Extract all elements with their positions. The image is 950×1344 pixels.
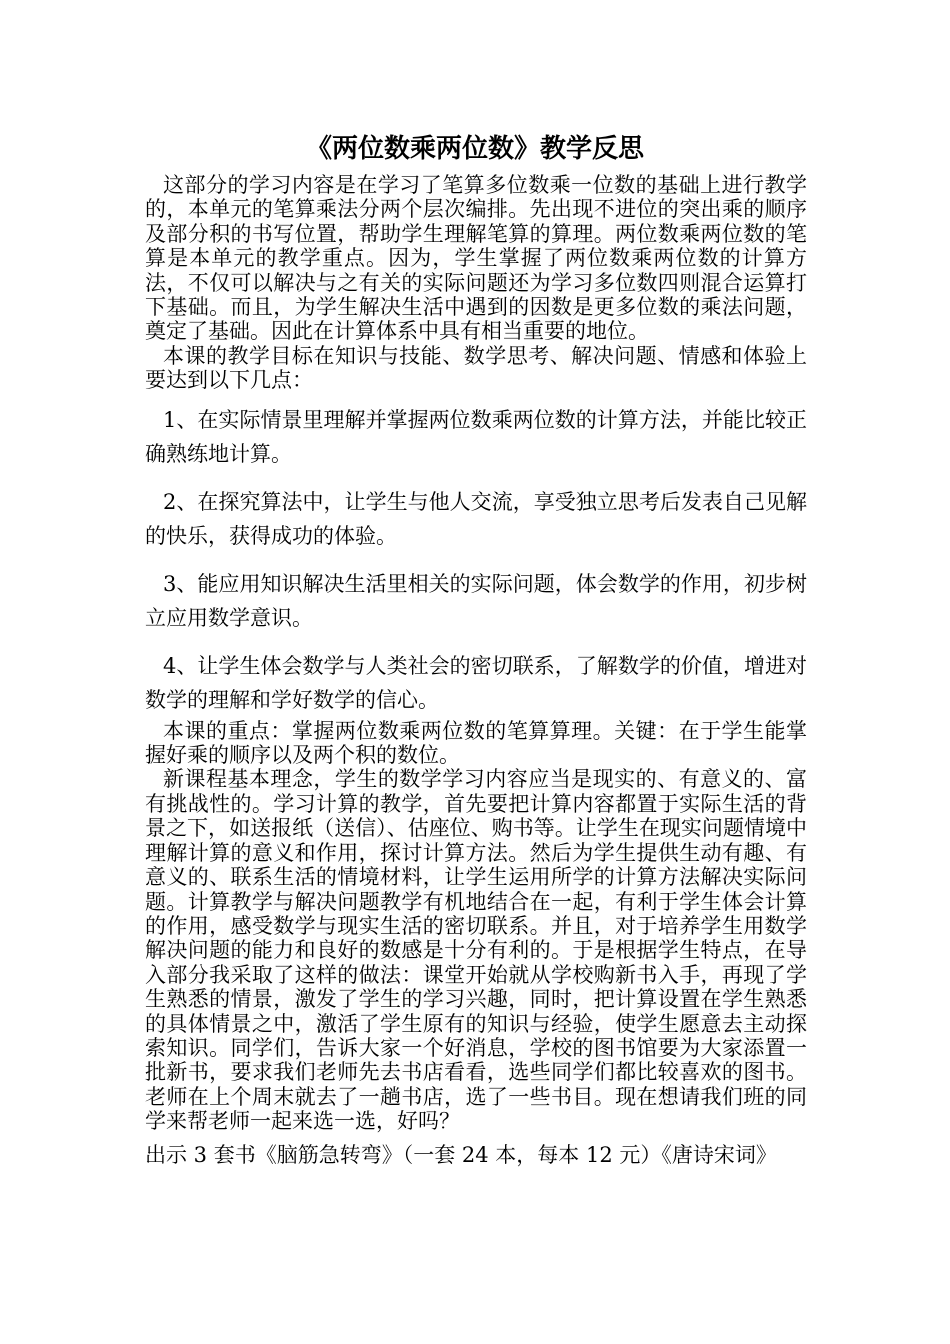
paragraph-objective-4: 4、让学生体会数学与人类社会的密切联系，了解数学的价值，增进对数学的理解和学好数学的信心。 <box>145 653 807 712</box>
paragraph-curriculum-philosophy: 新课程基本理念，学生的数学学习内容应当是现实的、有意义的、富有挑战性的。学习计算的教学，首先要把计算内容都置于实际生活的背景之下，如送报纸（送信）、估座位、购书等。让学生在现实问题情境中理解计算的意义和作用，探讨计算方法。然后为学生提供生动有趣、有意义的、联系生活的情境材料，让学生运用所学的计算方法解决实际问题。计算教学与解决问题教学有机地结合在一起，有利于学生体会计算的作用，感受数学与现实生活的密切联系。并且，对于培养学生用数学解决问题的能力和良好的数感是十分有利的。于是根据学生特点，在导入部分我采取了这样的做法：课堂开始就从学校购新书入手，再现了学生熟悉的情景，激发了学生的学习兴趣，同时，把计算设置在学生熟悉的具体情景之中，激活了学生原有的知识与经验，使学生愿意去主动探索知识。同学们，告诉大家一个好消息，学校的图书馆要为大家添置一批新书，要求我们老师先去书店看看，选些同学们都比较喜欢的图书。老师在上个周末就去了一趟书店，选了一些书目。现在想请我们班的同学来帮老师一起来选一选，好吗？ <box>145 767 807 1134</box>
document-body <box>145 173 807 1172</box>
paragraph-book-sets: 出示 3 套书《脑筋急转弯》（一套 24 本，每本 12 元）《唐诗宋词》 <box>145 1142 777 1167</box>
paragraph-intro: 这部分的学习内容是在学习了笔算多位数乘一位数的基础上进行教学的，本单元的笔算乘法分两个层次编排。先出现不进位的突出乘的顺序及部分积的书写位置，帮助学生理解笔算的算理。两位数乘两位数的笔算是本单元的教学重点。因为，学生掌握了两位数乘两位数的计算方法，不仅可以解决与之有关的实际问题还为学习多位数四则混合运算打下基础。而且，为学生解决生活中遇到的因数是更多位数的乘法问题，奠定了基础。因此在计算体系中具有相当重要的地位。 <box>145 173 807 344</box>
document-title: 《两位数乘两位数》教学反思 <box>305 134 644 164</box>
paragraph-objective-3: 3、能应用知识解决生活里相关的实际问题，体会数学的作用，初步树立应用数学意识。 <box>145 571 807 630</box>
paragraph-objectives-intro: 本课的教学目标在知识与技能、数学思考、解决问题、情感和体验上要达到以下几点： <box>145 343 807 393</box>
paragraph-objective-2: 2、在探究算法中，让学生与他人交流，享受独立思考后发表自己见解的快乐，获得成功的体验。 <box>145 489 807 548</box>
paragraph-objective-1: 1、在实际情景里理解并掌握两位数乘两位数的计算方法，并能比较正确熟练地计算。 <box>145 407 807 466</box>
paragraph-key-points: 本课的重点：掌握两位数乘两位数的笔算算理。关键：在于学生能掌握好乘的顺序以及两个积的数位。 <box>145 718 807 768</box>
